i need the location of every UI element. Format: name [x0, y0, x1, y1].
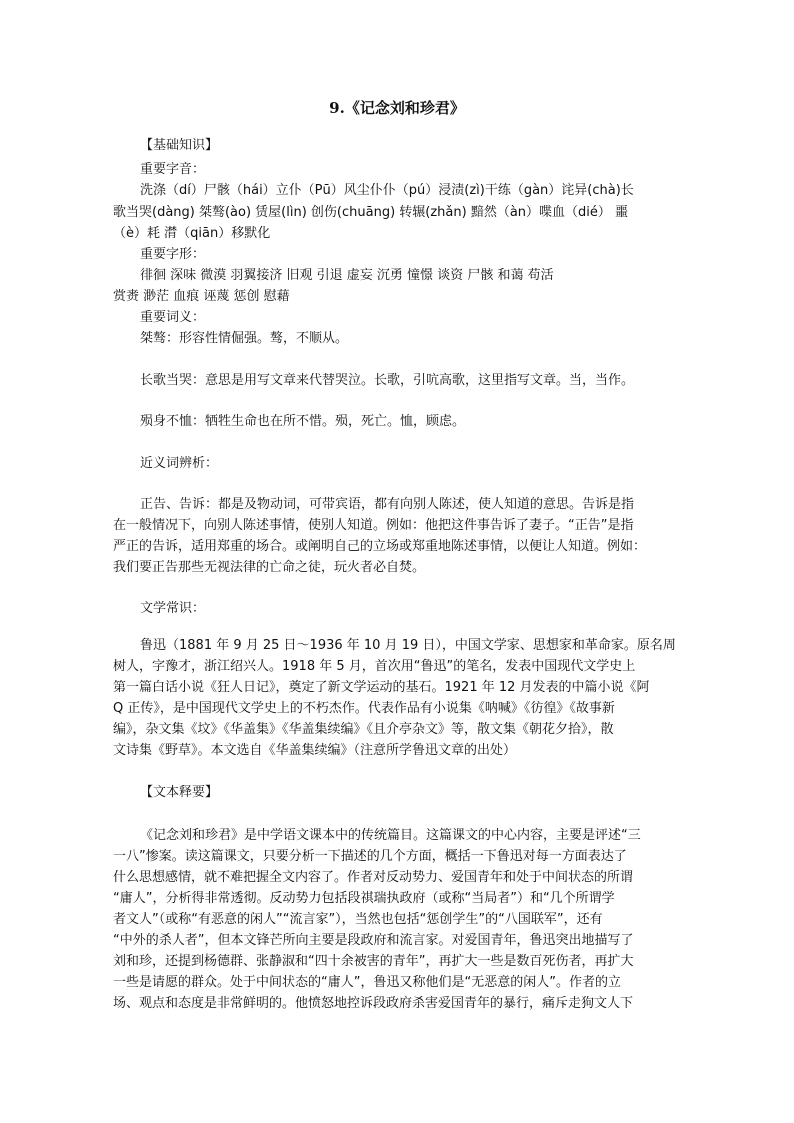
text-line: 一些是请愿的群众。处于中间状态的“庸人”，鲁迅又称他们是“无恶意的闲人”。作者的立	[113, 975, 621, 990]
character-form-line: 徘徊 深味 微漠 羽翼接济 旧观 引退 虚妄 沉勇 憧憬 谈资 尸骸 和蔼 苟活	[140, 268, 554, 283]
literature-heading: 文学常识：	[140, 601, 206, 616]
synonym-line: 我们要正告那些无视法律的亡命之徒，玩火者必自焚。	[113, 560, 426, 575]
synonym-line: 严正的告诉，适用郑重的场合。或阐明自己的立场或郑重地陈述事情，以便让人知道。例如：	[113, 539, 647, 554]
text-line: 场、观点和态度是非常鲜明的。他愤怒地控诉段政府杀害爱国青年的暴行，痛斥走狗文人下	[113, 996, 634, 1011]
text-line: “中外的杀人者”，但本文锋芒所向主要是段政府和流言家。对爱国青年，鲁迅突出地描写了	[113, 933, 634, 948]
vocabulary-entry: 桀骜：形容性情倔强。骜，不顺从。	[140, 331, 349, 346]
pronunciation-line: （è）耗 潸（qiān）移默化	[113, 226, 271, 241]
section-heading-text: 【文本释要】	[140, 785, 219, 800]
text-line: 者文人”（或称“有恶意的闲人”“流言家”），当然也包括“惩创学生”的“八国联军”，还有	[113, 912, 603, 927]
literature-line: 编》，杂文集《坟》《华盖集》《华盖集续编》《且介亭杂文》等，散文集《朝花夕拾》，散	[113, 722, 614, 737]
synonym-heading: 近义词辨析：	[140, 456, 219, 471]
literature-line: 文诗集《野草》。本文选自《华盖集续编》（注意所学鲁迅文章的出处）	[113, 743, 517, 758]
text-line: 一八”惨案。读这篇课文，只要分析一下描述的几个方面，概括一下鲁迅对每一方面表达了	[113, 849, 627, 864]
vocabulary-entry: 殒身不恤：牺牲生命也在所不惜。殒，死亡。恤，顾虑。	[140, 414, 466, 429]
character-form-heading: 重要字形：	[140, 247, 206, 262]
character-form-line: 赏赉 渺茫 血痕 诬蔑 惩创 慰藉	[113, 289, 290, 304]
text-line: 《记念刘和珍君》是中学语文课本中的传统篇目。这篇课文的中心内容，主要是评述“三	[140, 828, 641, 843]
pronunciation-heading: 重要字音：	[140, 162, 206, 177]
synonym-line: 在一般情况下，向别人陈述事情，使别人知道。例如：他把这件事告诉了妻子。“正告”是指	[113, 518, 634, 533]
literature-line: Q 正传》，是中国现代文学史上的不朽杰作。代表作品有小说集《呐喊》《彷徨》《故事新	[113, 701, 615, 716]
pronunciation-line: 洗涤（dí）尸骸（hái）立仆（Pū）风尘仆仆（pú）浸渍(zì)干练（gàn）诧异(chà)长	[140, 183, 634, 198]
section-heading-basic: 【基础知识】	[140, 138, 219, 153]
synonym-line: 正告、告诉：都是及物动词，可带宾语，都有向别人陈述，使人知道的意思。告诉是指	[140, 497, 635, 512]
text-line: “庸人”，分析得非常透彻。反动势力包括段祺瑞执政府（或称“当局者”）和“几个所谓学	[113, 891, 615, 906]
text-line: 刘和珍，还提到杨德群、张静淑和“四十余被害的青年”，再扩大一些是数百死伤者，再扩大	[113, 954, 634, 969]
literature-line: 鲁迅（1881 年 9 月 25 日～1936 年 10 月 19 日），中国文学家、思想家和革命家。原名周	[140, 638, 676, 653]
literature-line: 第一篇白话小说《狂人日记》，奠定了新文学运动的基石。1921 年 12 月发表的中篇小说《阿	[113, 680, 650, 695]
text-line: 什么思想感情，就不难把握全文内容了。作者对反动势力、爱国青年和处于中间状态的所谓	[113, 870, 634, 885]
vocabulary-heading: 重要词义：	[140, 310, 206, 325]
vocabulary-entry: 长歌当哭：意思是用写文章来代替哭泣。长歌，引吭高歌，这里指写文章。当，当作。	[140, 373, 635, 388]
literature-line: 树人，字豫才，浙江绍兴人。1918 年 5 月，首次用“鲁迅”的笔名，发表中国现代文学史上	[113, 659, 636, 674]
page-title: 9.《记念刘和珍君》	[329, 99, 465, 117]
pronunciation-line: 歌当哭(dàng) 桀骜(ào) 赁屋(lìn) 创伤(chuāng) 转辗(zhǎn) 黯然（àn）喋血（dié） 噩	[113, 205, 629, 220]
